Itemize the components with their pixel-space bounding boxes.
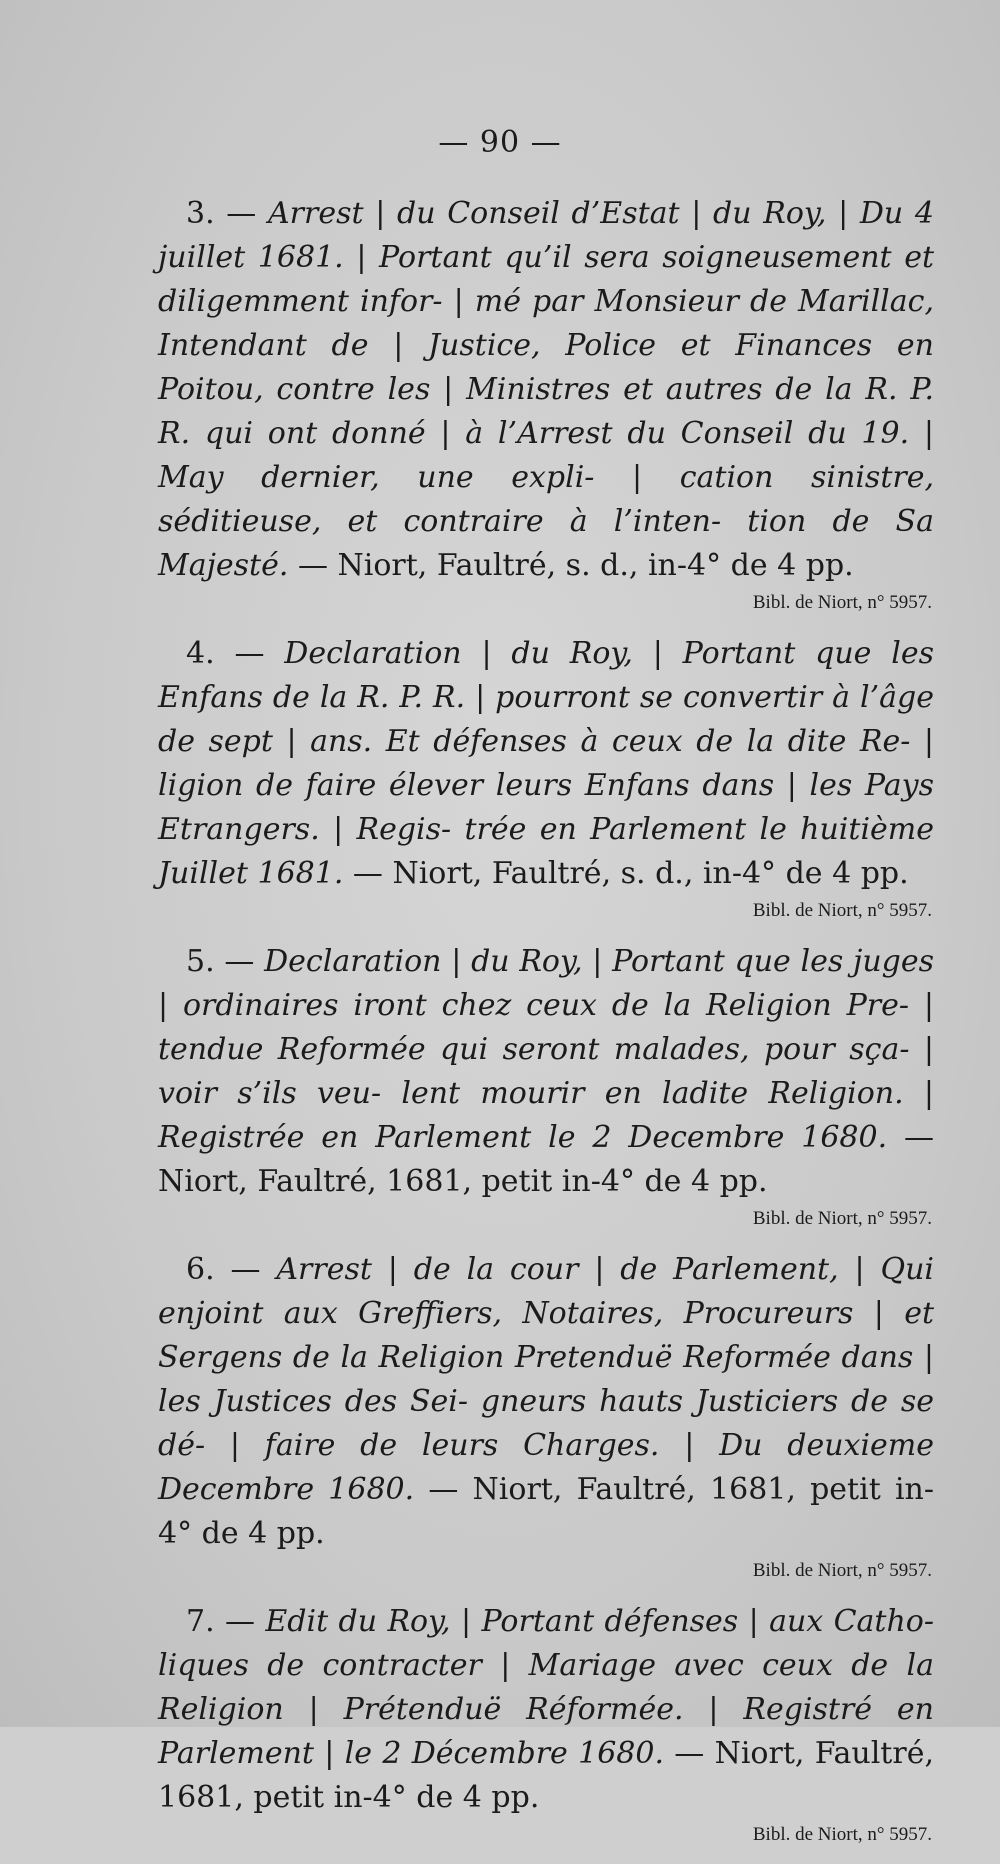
entry-title: Arrest | du Conseil d’Estat | du Roy, | Du 4 juillet 1681. | Portant qu’il sera soigneusement et diligemment infor- | mé par Monsieur de Marillac, Intendant de | Justice, Police et Finances en Poitou, contre les | Ministres et autres de la R. P. R. qui ont donné | à l’Arrest du Conseil du 19. | May dernier, une expli- | cation sinistre, séditieuse, et contraire à l’inten- tion de Sa Majesté.: [158, 196, 934, 583]
entry-title: Edit du Roy, | Portant défenses | aux Catho- liques de contracter | Mariage avec ceux de la Religion | Prétenduë Réformée. | Registré en Parlement | le 2 Décembre 1680.: [158, 1604, 934, 1771]
entry-text: [158, 1600, 934, 1820]
entry-title: Arrest | de la cour | de Parlement, | Qui enjoint aux Greffiers, Notaires, Procureurs | et Sergens de la Religion Pretenduë Reformée dans | les Justices des Sei- gneurs hauts Justiciers de se dé- | faire de leurs Charges. | Du deuxieme Decembre 1680.: [158, 1252, 934, 1507]
entry-number: 5. —: [186, 944, 255, 979]
entry-number: 4. —: [186, 636, 265, 671]
entry-imprint: — Niort, Faultré, s. d., in-4° de 4 pp.: [352, 856, 909, 891]
entry-imprint: — Niort, Faultré, 1681, petit in-4° de 4 pp.: [158, 1120, 934, 1199]
bibliography-entries: [158, 192, 934, 1864]
entry-imprint: — Niort, Faultré, 1681, petit in-4° de 4 pp.: [158, 1736, 934, 1815]
entry-text: [158, 940, 934, 1204]
library-reference: Bibl. de Niort, n° 5957.: [752, 900, 932, 921]
entry-number: 6. —: [186, 1252, 261, 1287]
entry-title: Declaration | du Roy, | Portant que les Enfans de la R. P. R. | pourront se convertir à l’âge de sept | ans. Et défenses à ceux de la dite Re- | ligion de faire élever leurs Enfans dans | les Pays Etrangers. | Regis- trée en Parlement le huitième Juillet 1681.: [158, 636, 934, 891]
entry-6: [158, 1248, 934, 1584]
entry-text: [158, 1248, 934, 1556]
entry-number: 7. —: [186, 1604, 256, 1639]
entry-title: Declaration | du Roy, | Portant que les juges | ordinaires iront chez ceux de la Religion Pre- | tendue Reformée qui seront malades, pour sça- | voir s’ils veu- lent mourir en ladite Religion. | Registrée en Parlement le 2 Decembre 1680.: [158, 944, 934, 1155]
library-reference: Bibl. de Niort, n° 5957.: [752, 1560, 932, 1581]
entry-imprint: — Niort, Faultré, s. d., in-4° de 4 pp.: [297, 548, 854, 583]
entry-7: [158, 1600, 934, 1848]
entry-text: [158, 192, 934, 588]
entry-number: 3. —: [186, 196, 257, 231]
page-number: — 90 —: [438, 125, 562, 160]
library-reference: Bibl. de Niort, n° 5957.: [752, 1824, 932, 1845]
entry-3: [158, 192, 934, 616]
library-reference: Bibl. de Niort, n° 5957.: [752, 592, 932, 613]
entry-5: [158, 940, 934, 1232]
library-reference: Bibl. de Niort, n° 5957.: [752, 1208, 932, 1229]
entry-imprint: — Niort, Faultré, 1681, petit in-4° de 4 pp.: [158, 1472, 934, 1551]
entry-4: [158, 632, 934, 924]
entry-text: [158, 632, 934, 896]
